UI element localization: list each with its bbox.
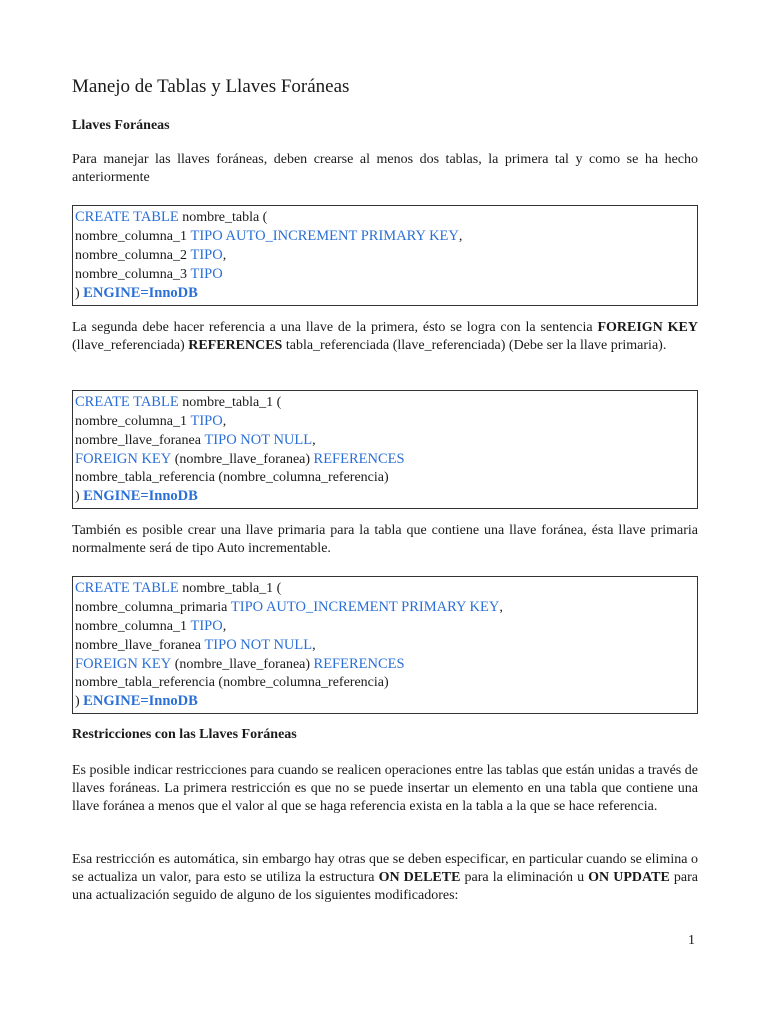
code-line: CREATE TABLE nombre_tabla_1 ( xyxy=(75,394,282,410)
code-block-create-table xyxy=(72,205,698,306)
page-number: 1 xyxy=(688,933,695,948)
code-line: nombre_columna_3 TIPO xyxy=(75,266,223,282)
code-line: CREATE TABLE nombre_tabla_1 ( xyxy=(75,580,282,596)
code-line: nombre_tabla_referencia (nombre_columna_referencia) xyxy=(75,675,389,690)
paragraph-foreign-key: La segunda debe hacer referencia a una llave de la primera, ésto se logra con la sentencia FOREIGN KEY (llave_referenciada) REFERENCES tabla_referenciada (llave_referenciada) (Debe ser la llave primaria). xyxy=(72,320,698,353)
code-line: FOREIGN KEY (nombre_llave_foranea) REFERENCES xyxy=(75,451,405,467)
code-line: nombre_llave_foranea TIPO NOT NULL, xyxy=(75,432,316,448)
code-block-foreign-key xyxy=(72,390,698,509)
code-line: ) ENGINE=InnoDB xyxy=(75,285,198,301)
code-line: ) ENGINE=InnoDB xyxy=(75,693,198,709)
code-line: ) ENGINE=InnoDB xyxy=(75,488,198,504)
code-line: nombre_columna_2 TIPO, xyxy=(75,247,227,263)
code-line: nombre_columna_1 TIPO AUTO_INCREMENT PRIMARY KEY, xyxy=(75,228,463,244)
paragraph-on-delete-update: Esa restricción es automática, sin embargo hay otras que se deben especificar, en particular cuando se elimina o se actualiza un valor, para esto se utiliza la estructura ON DELETE para la eliminación u ON UPDATE para una actualización seguido de alguno de los siguientes modificadores: xyxy=(72,852,698,903)
code-line: nombre_columna_1 TIPO, xyxy=(75,413,227,429)
section-heading-restricciones: Restricciones con las Llaves Foráneas xyxy=(72,727,297,742)
code-block-primary-and-foreign-key xyxy=(72,576,698,714)
paragraph-intro: Para manejar las llaves foráneas, deben crearse al menos dos tablas, la primera tal y como se ha hecho anteriormente xyxy=(72,152,698,185)
code-line: nombre_columna_primaria TIPO AUTO_INCREMENT PRIMARY KEY, xyxy=(75,599,503,615)
paragraph-restricciones: Es posible indicar restricciones para cuando se realicen operaciones entre las tablas que están unidas a través de llaves foráneas. La primera restricción es que no se puede insertar un elemento en una tabla que contiene una llave foránea a menos que el valor al que se haga referencia exista en la tabla a la que se hace referencia. xyxy=(72,763,698,814)
page-title: Manejo de Tablas y Llaves Foráneas xyxy=(72,76,350,97)
code-line: CREATE TABLE nombre_tabla ( xyxy=(75,209,268,225)
section-heading-llaves-foraneas: Llaves Foráneas xyxy=(72,118,170,133)
code-line: FOREIGN KEY (nombre_llave_foranea) REFERENCES xyxy=(75,656,405,672)
code-line: nombre_columna_1 TIPO, xyxy=(75,618,227,634)
code-line: nombre_tabla_referencia (nombre_columna_referencia) xyxy=(75,470,389,485)
paragraph-primary-key: También es posible crear una llave primaria para la tabla que contiene una llave foránea, ésta llave primaria normalmente será de tipo Auto incrementable. xyxy=(72,523,698,556)
code-line: nombre_llave_foranea TIPO NOT NULL, xyxy=(75,637,316,653)
